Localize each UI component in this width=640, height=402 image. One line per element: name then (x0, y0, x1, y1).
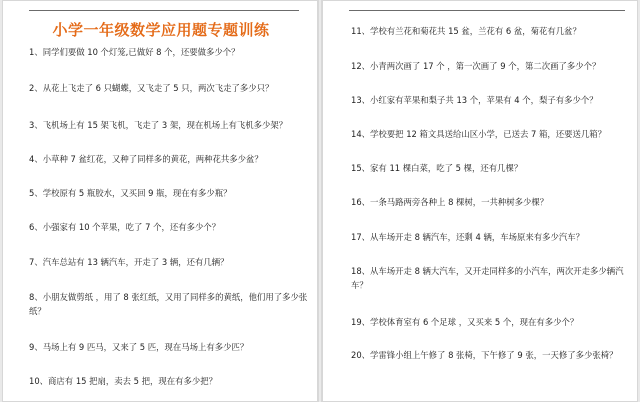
question-4: 4、小草种 7 盆红花，又种了同样多的黄花，两种花共多少盆？ (29, 154, 263, 164)
question-19: 19、学校体育室有 6 个足球 ，又买来 5 个，现在有多少个？ (351, 317, 579, 327)
header-rule (29, 10, 299, 11)
right-page (322, 0, 638, 402)
question-1: 1、同学们要做 10 个灯笼,已做好 8 个，还要做多少个？ (29, 47, 240, 57)
question-10: 10、商店有 15 把扇，卖去 5 把，现在有多少把？ (29, 376, 218, 386)
question-14: 14、学校要把 12 箱文具送给山区小学，已送去 7 箱，还要送几箱？ (351, 129, 607, 139)
question-17: 17、从车场开走 8 辆汽车，还剩 4 辆，车场原来有多少汽车？ (351, 232, 584, 242)
question-3: 3、飞机场上有 15 架飞机，飞走了 3 架，现在机场上有飞机多少架？ (29, 120, 288, 130)
question-6: 6、小强家有 10 个苹果，吃了 7 个，还有多少个？ (29, 222, 221, 232)
question-5: 5、学校原有 5 瓶胶水，又买回 9 瓶，现在有多少瓶？ (29, 188, 232, 198)
question-15: 15、家有 11 棵白菜，吃了 5 棵，还有几棵？ (351, 163, 523, 173)
question-13: 13、小红家有苹果和梨子共 13 个，苹果有 4 个，梨子有多少个？ (351, 95, 598, 105)
question-2: 2、从花上飞走了 6 只蝴蝶，又飞走了 5 只，两次飞走了多少只？ (29, 83, 274, 93)
question-8: 8、小朋友做剪纸 ，用了 8 张红纸，又用了同样多的黄纸，他们用了多少张纸？ (29, 292, 308, 316)
left-page (2, 0, 318, 402)
header-rule (349, 10, 625, 11)
question-20: 20、学雷锋小组上午修了 8 张椅，下午修了 9 张，一天修了多少张椅？ (351, 350, 618, 360)
question-9: 9、马场上有 9 匹马，又来了 5 匹，现在马场上有多少匹？ (29, 342, 249, 352)
question-12: 12、小青两次画了 17 个 ，第一次画了 9 个，第二次画了多少个？ (351, 61, 601, 71)
page-title: 小学一年级数学应用题专题训练 (52, 21, 270, 39)
question-11: 11、学校有兰花和菊花共 15 盆，兰花有 6 盆，菊花有几盆？ (351, 26, 581, 36)
question-7: 7、汽车总站有 13 辆汽车，开走了 3 辆，还有几辆？ (29, 257, 229, 267)
question-18: 18、从车场开走 8 辆大汽车，又开走同样多的小汽车，两次开走多少辆汽车？ (351, 266, 624, 290)
question-16: 16、一条马路两旁各种上 8 棵树，一共种树多少棵？ (351, 197, 549, 207)
